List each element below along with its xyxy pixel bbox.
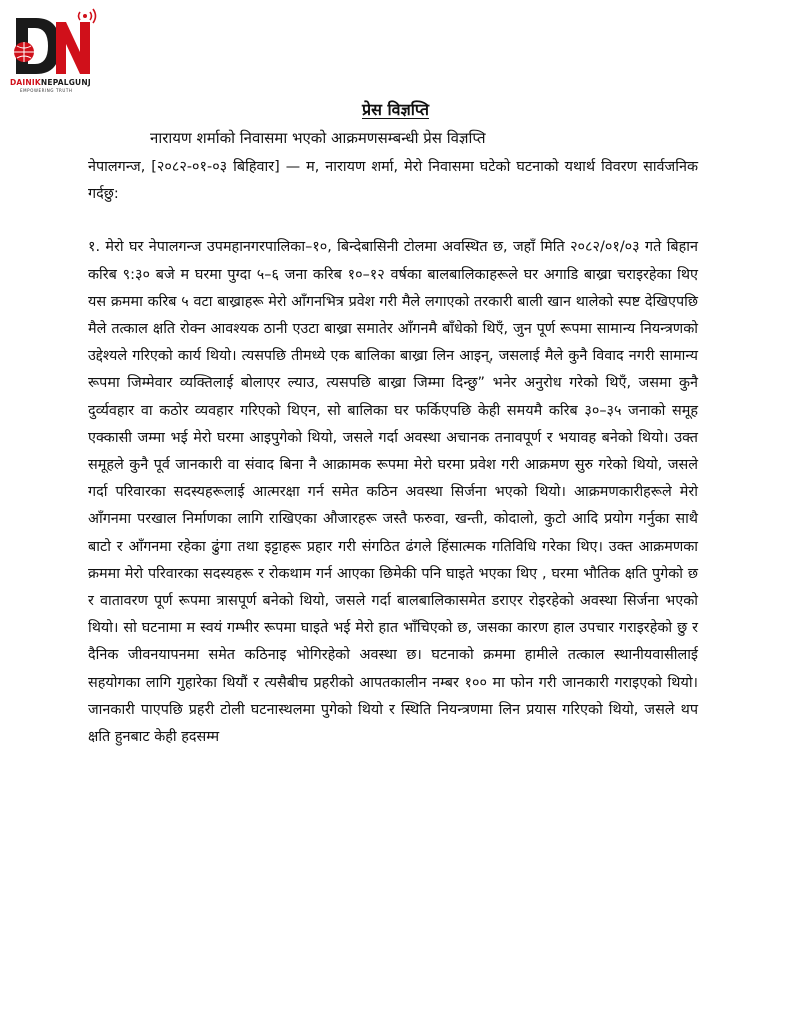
document-body: [88, 154, 698, 751]
document-title: प्रेस विज्ञप्ति: [362, 100, 429, 119]
numbered-paragraph-1: १. मेरो घर नेपालगन्ज उपमहानगरपालिका–१०, बिन्देबासिनी टोलमा अवस्थित छ, जहाँ मिति २०८२/०१/०३ गते बिहान करिब ९:३० बजे म घरमा पुग्दा ५–६ जना करिब १०–१२ वर्षका बालबालिकाहरूले घर अगाडि बाख्रा चराइरहेका थिए यस क्रममा करिब ५ वटा बाख्राहरू मेरो आँगनभित्र प्रवेश गरी मैले लगाएको तरकारी बाली खान थालेको स्पष्ट देखिएपछि मैले तत्काल क्षति रोक्न आवश्यक ठानी एउटा बाख्रा समातेर आँगनमै बाँधेको थिएँ, जुन पूर्ण रूपमा सामान्य नियन्त्रणको उद्देश्यले गरिएको कार्य थियो। त्यसपछि तीमध्ये एक बालिका बाख्रा लिन आइन्, जसलाई मैले कुनै विवाद नगरी सामान्य रूपमा जिम्मेवार व्यक्तिलाई बोलाएर ल्याउ, त्यसपछि बाख्रा जिम्मा दिन्छु” भनेर अनुरोध गरेको थिएँ, जसमा कुनै दुर्व्यवहार वा कठोर व्यवहार गरिएको थिएन, सो बालिका घर फर्किएपछि केही समयमै करिब ३०–३५ जनाको समूह एक्कासी जम्मा भई मेरो घरमा आइपुगेको थियो, जसले गर्दा अवस्था अचानक तनावपूर्ण र भयावह बनेको थियो। उक्त समूहले कुनै पूर्व जानकारी वा संवाद बिना नै आक्रामक रूपमा मेरो घरमा प्रवेश गरी आक्रमण सुरु गरेको थियो, जसले गर्दा परिवारका सदस्यहरूलाई आत्मरक्षा गर्न समेत कठिन अवस्था सिर्जना भएको थियो। आक्रमणकारीहरूले मेरो आँगनमा परखाल निर्माणका लागि राखिएका औजारहरू जस्तै फरुवा, खन्ती, कोदालो, कुटो आदि प्रयोग गर्नुका साथै बाटो र आँगनमा रहेका ढुंगा तथा इट्टाहरू प्रहार गरी संगठित ढंगले हिंसात्मक गतिविधि गरेका थिए। उक्त आक्रमणका क्रममा मेरो परिवारका सदस्यहरू र रोकथाम गर्न आएका छिमेकी पनि घाइते भएका थिए , घरमा भौतिक क्षति पुगेको छ र वातावरण पूर्ण रूपमा त्रासपूर्ण बनेको थियो, जसले गर्दा बालबालिकासमेत डराएर रोइरहेको अवस्था सिर्जना भएको थियो। सो घटनामा म स्वयं गम्भीर रूपमा घाइते भई मेरो हात भाँचिएको छ, जसका कारण हाल उपचार गराइरहेको छु र दैनिक जीवनयापनमा समेत कठिनाइ भोगिरहेको अवस्था छ। घटनाको क्रममा हामीले तत्काल स्थानीयवासीलाई सहयोगका लागि गुहारेका थियौं र त्यसैबीच प्रहरीको आपतकालीन नम्बर १०० मा फोन गरी जानकारी गराइएको थियो। जानकारी पाएपछि प्रहरी टोली घटनास्थलमा पुगेको थियो र स्थिति नियन्त्रणमा लिन प्रयास गरिएको थियो, जसले थप क्षति हुनबाट केही हदसम्म: [88, 239, 698, 746]
brand-name-part2: NEPALGUNJ: [40, 78, 91, 87]
document-subtitle: नारायण शर्माको निवासमा भएको आक्रमणसम्बन्धी प्रेस विज्ञप्ति: [150, 129, 486, 147]
brand-tagline: EMPOWERING TRUTH: [20, 88, 73, 93]
brand-logo: [6, 6, 102, 96]
brand-name: [10, 78, 91, 87]
intro-paragraph: नेपालगन्ज, [२०८२-०१-०३ बिहिवार] — म, नारायण शर्मा, मेरो निवासमा घटेको घटनाको यथार्थ विवरण सार्वजनिक गर्दछु:: [88, 159, 698, 203]
brand-name-part1: DAINIK: [10, 78, 41, 87]
logo-dn-icon: [6, 6, 102, 78]
